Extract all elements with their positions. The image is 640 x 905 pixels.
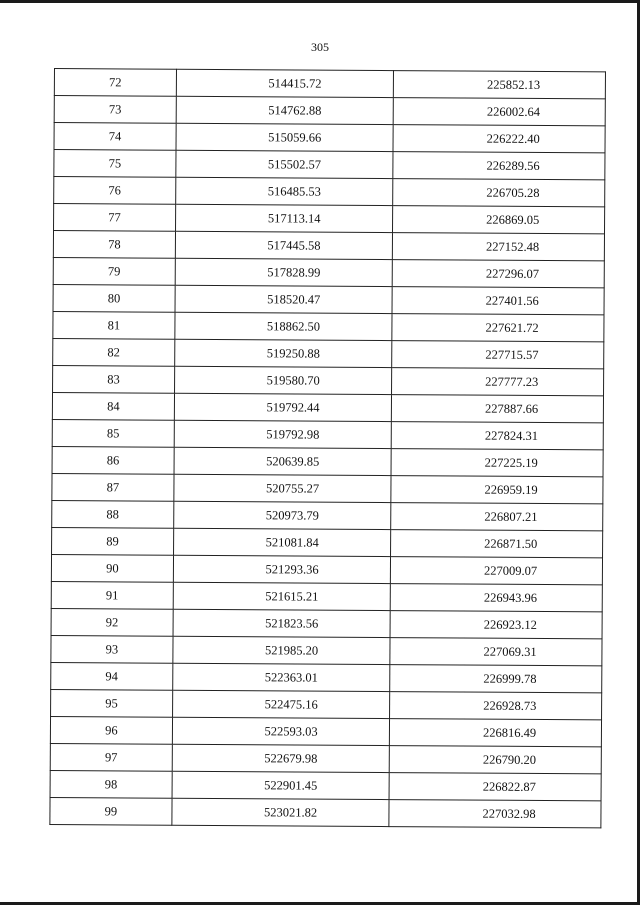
y-coordinate-cell [391, 530, 603, 558]
table-row [50, 716, 601, 746]
x-coordinate-cell [172, 690, 390, 718]
y-coordinate-cell [389, 773, 601, 801]
row-index: 99 [104, 803, 118, 818]
x-coordinate: 522475.16 [264, 696, 318, 712]
x-coordinate-cell [174, 447, 392, 475]
row-index: 94 [105, 668, 119, 683]
row-index: 81 [107, 317, 121, 332]
row-index: 88 [106, 506, 119, 521]
x-coordinate: 516485.53 [267, 183, 321, 199]
row-index-cell [51, 662, 173, 690]
table-row [54, 150, 605, 180]
y-coordinate: 226816.49 [483, 725, 537, 740]
table-row [53, 257, 604, 287]
x-coordinate-cell [172, 771, 390, 799]
row-index: 91 [105, 587, 119, 602]
x-coordinate: 519580.70 [266, 372, 320, 388]
y-coordinate: 226222.40 [486, 131, 540, 146]
table-row [54, 177, 605, 207]
y-coordinate: 227296.07 [485, 266, 540, 281]
row-index-cell [51, 581, 173, 609]
y-coordinate: 226943.96 [483, 590, 538, 605]
row-index: 86 [106, 452, 120, 467]
y-coordinate: 226822.87 [482, 779, 536, 794]
y-coordinate: 226705.28 [486, 185, 540, 200]
y-coordinate-cell [390, 665, 602, 693]
y-coordinate: 227032.98 [482, 806, 536, 821]
x-coordinate-cell [174, 393, 392, 421]
row-index: 77 [108, 209, 121, 224]
x-coordinate-cell [173, 636, 391, 664]
y-coordinate-cell [392, 395, 604, 423]
x-coordinate-cell [176, 123, 394, 151]
table-row [52, 419, 603, 449]
y-coordinate-cell [391, 584, 603, 612]
y-coordinate-cell [393, 206, 605, 234]
x-coordinate: 523021.82 [263, 804, 318, 820]
x-coordinate-cell [175, 258, 393, 286]
x-coordinate: 520755.27 [265, 480, 320, 496]
y-coordinate-cell [391, 449, 603, 477]
y-coordinate-cell [393, 233, 605, 261]
y-coordinate: 227887.66 [484, 401, 539, 416]
table-row [51, 635, 602, 665]
y-coordinate: 227401.56 [485, 293, 539, 308]
table-row [52, 446, 603, 476]
x-coordinate-cell [176, 96, 394, 124]
row-index: 85 [106, 425, 120, 440]
x-coordinate-cell [175, 204, 393, 232]
row-index: 87 [106, 479, 120, 494]
x-coordinate-cell [176, 177, 394, 205]
table-row [51, 581, 602, 611]
row-index: 98 [104, 776, 118, 791]
row-index-cell [51, 689, 173, 717]
y-coordinate-cell [392, 368, 604, 396]
row-index: 90 [106, 560, 119, 575]
row-index-cell [54, 177, 176, 205]
row-index-cell [53, 284, 175, 312]
x-coordinate-cell [175, 312, 393, 340]
x-coordinate: 517113.14 [267, 210, 321, 226]
table-row [50, 743, 601, 773]
row-index: 72 [109, 74, 122, 89]
x-coordinate: 519792.44 [266, 399, 320, 415]
table-row [50, 770, 601, 800]
y-coordinate-cell [394, 98, 606, 126]
row-index-cell [53, 231, 175, 259]
table-row [51, 608, 602, 638]
table-row [54, 69, 605, 99]
x-coordinate: 520639.85 [266, 453, 320, 469]
x-coordinate: 520973.79 [265, 507, 319, 523]
row-index-cell [51, 608, 173, 636]
x-coordinate: 521823.56 [265, 615, 319, 631]
y-coordinate-cell [391, 476, 603, 504]
row-index-cell [50, 797, 172, 825]
x-coordinate: 518520.47 [267, 291, 321, 307]
x-coordinate: 522679.98 [264, 750, 318, 766]
x-coordinate-cell [172, 717, 390, 745]
y-coordinate: 227824.31 [484, 428, 539, 443]
x-coordinate: 522593.03 [264, 723, 318, 739]
row-index: 89 [106, 533, 119, 548]
row-index-cell [52, 473, 174, 501]
x-coordinate-cell [173, 555, 391, 583]
y-coordinate: 227069.31 [483, 644, 537, 659]
coordinate-table [49, 68, 606, 828]
y-coordinate-cell [390, 611, 602, 639]
table-row [53, 231, 604, 261]
y-coordinate-cell [392, 314, 604, 342]
x-coordinate: 519250.88 [266, 345, 320, 361]
x-coordinate: 517445.58 [267, 237, 321, 253]
table-row [52, 500, 603, 530]
row-index-cell [52, 446, 174, 474]
table-row [53, 311, 604, 341]
y-coordinate-cell [393, 179, 605, 207]
x-coordinate-cell [175, 339, 393, 367]
row-index: 74 [108, 128, 122, 143]
row-index: 96 [105, 722, 118, 737]
x-coordinate-cell [174, 474, 392, 502]
table-row [52, 392, 603, 422]
y-coordinate: 227152.48 [485, 239, 540, 254]
row-index-cell [54, 150, 176, 178]
y-coordinate: 226923.12 [483, 617, 537, 632]
y-coordinate: 226807.21 [484, 509, 538, 524]
row-index-cell [53, 257, 175, 285]
table-row [53, 365, 604, 395]
row-index: 78 [108, 236, 121, 251]
row-index-cell [50, 716, 172, 744]
row-index-cell [53, 338, 175, 366]
x-coordinate: 514415.72 [268, 75, 322, 91]
row-index-cell [54, 69, 176, 97]
x-coordinate: 518862.50 [266, 318, 321, 334]
table-row [51, 662, 602, 692]
y-coordinate-cell [389, 800, 601, 828]
x-coordinate-cell [173, 528, 391, 556]
x-coordinate-cell [172, 744, 390, 772]
y-coordinate-cell [390, 746, 602, 774]
y-coordinate-cell [391, 557, 603, 585]
x-coordinate: 521985.20 [264, 642, 319, 658]
row-index-cell [52, 419, 174, 447]
x-coordinate: 521081.84 [265, 534, 319, 550]
y-coordinate: 227009.07 [484, 563, 538, 578]
x-coordinate-cell [175, 231, 393, 259]
row-index-cell [51, 554, 173, 582]
x-coordinate-cell [172, 798, 390, 826]
table-row [54, 123, 605, 153]
y-coordinate-cell [390, 692, 602, 720]
x-coordinate: 521293.36 [265, 561, 319, 577]
table-row [53, 338, 604, 368]
y-coordinate: 226002.64 [486, 104, 541, 119]
row-index-cell [54, 123, 176, 151]
row-index: 92 [105, 614, 119, 629]
y-coordinate: 226869.05 [486, 212, 540, 227]
x-coordinate-cell [174, 366, 392, 394]
row-index: 73 [108, 101, 122, 116]
x-coordinate-cell [173, 663, 391, 691]
row-index-cell [53, 365, 175, 393]
row-index: 80 [107, 290, 121, 305]
x-coordinate: 515502.57 [267, 156, 322, 172]
table-row [51, 689, 602, 719]
y-coordinate-cell [390, 719, 602, 747]
y-coordinate-cell [392, 287, 604, 315]
row-index: 93 [105, 641, 119, 656]
page-number: 305 [311, 40, 329, 54]
scan-border-top [0, 0, 640, 3]
y-coordinate: 227715.57 [485, 347, 539, 362]
x-coordinate: 522901.45 [264, 777, 318, 793]
y-coordinate-cell [393, 152, 605, 180]
table-row [50, 797, 601, 827]
row-index: 79 [107, 263, 121, 278]
x-coordinate: 514762.88 [268, 102, 322, 118]
y-coordinate-cell [392, 422, 604, 450]
row-index-cell [54, 96, 176, 124]
y-coordinate: 227777.23 [485, 374, 539, 389]
y-coordinate: 227621.72 [485, 320, 539, 335]
x-coordinate-cell [173, 582, 391, 610]
row-index: 97 [104, 749, 118, 764]
table-row [53, 284, 604, 314]
table-row [52, 473, 603, 503]
x-coordinate-cell [176, 69, 394, 97]
x-coordinate: 522363.01 [264, 669, 318, 685]
table-row [51, 554, 602, 584]
table-row [54, 204, 605, 234]
row-index: 82 [107, 344, 120, 359]
x-coordinate-cell [173, 609, 391, 637]
y-coordinate-cell [394, 71, 606, 99]
y-coordinate-cell [391, 503, 603, 531]
y-coordinate: 226959.19 [484, 482, 538, 497]
row-index-cell [50, 770, 172, 798]
table-row [52, 527, 603, 557]
x-coordinate: 521615.21 [265, 588, 319, 604]
table-row [54, 96, 605, 126]
y-coordinate: 226289.56 [486, 158, 540, 173]
y-coordinate: 225852.13 [486, 77, 541, 92]
row-index-cell [54, 204, 176, 232]
table-body [50, 69, 606, 828]
row-index-cell [51, 635, 173, 663]
row-index: 76 [108, 182, 121, 197]
row-index: 75 [108, 155, 122, 170]
y-coordinate-cell [390, 638, 602, 666]
x-coordinate: 517828.99 [267, 264, 321, 280]
x-coordinate-cell [174, 420, 392, 448]
y-coordinate: 226928.73 [483, 698, 537, 713]
row-index-cell [50, 743, 172, 771]
x-coordinate-cell [176, 150, 394, 178]
row-index: 95 [105, 695, 118, 710]
row-index: 83 [107, 371, 120, 386]
row-index-cell [52, 392, 174, 420]
row-index-cell [53, 311, 175, 339]
x-coordinate-cell [175, 285, 393, 313]
row-index-cell [52, 500, 174, 528]
y-coordinate: 226999.78 [483, 671, 537, 686]
row-index: 84 [107, 398, 120, 413]
x-coordinate: 515059.66 [268, 129, 322, 145]
y-coordinate: 227225.19 [484, 455, 538, 470]
row-index-cell [52, 527, 174, 555]
y-coordinate: 226790.20 [482, 752, 537, 767]
x-coordinate: 519792.98 [266, 426, 320, 442]
y-coordinate-cell [393, 125, 605, 153]
y-coordinate-cell [393, 260, 605, 288]
x-coordinate-cell [174, 501, 392, 529]
y-coordinate-cell [392, 341, 604, 369]
y-coordinate: 226871.50 [484, 536, 538, 551]
